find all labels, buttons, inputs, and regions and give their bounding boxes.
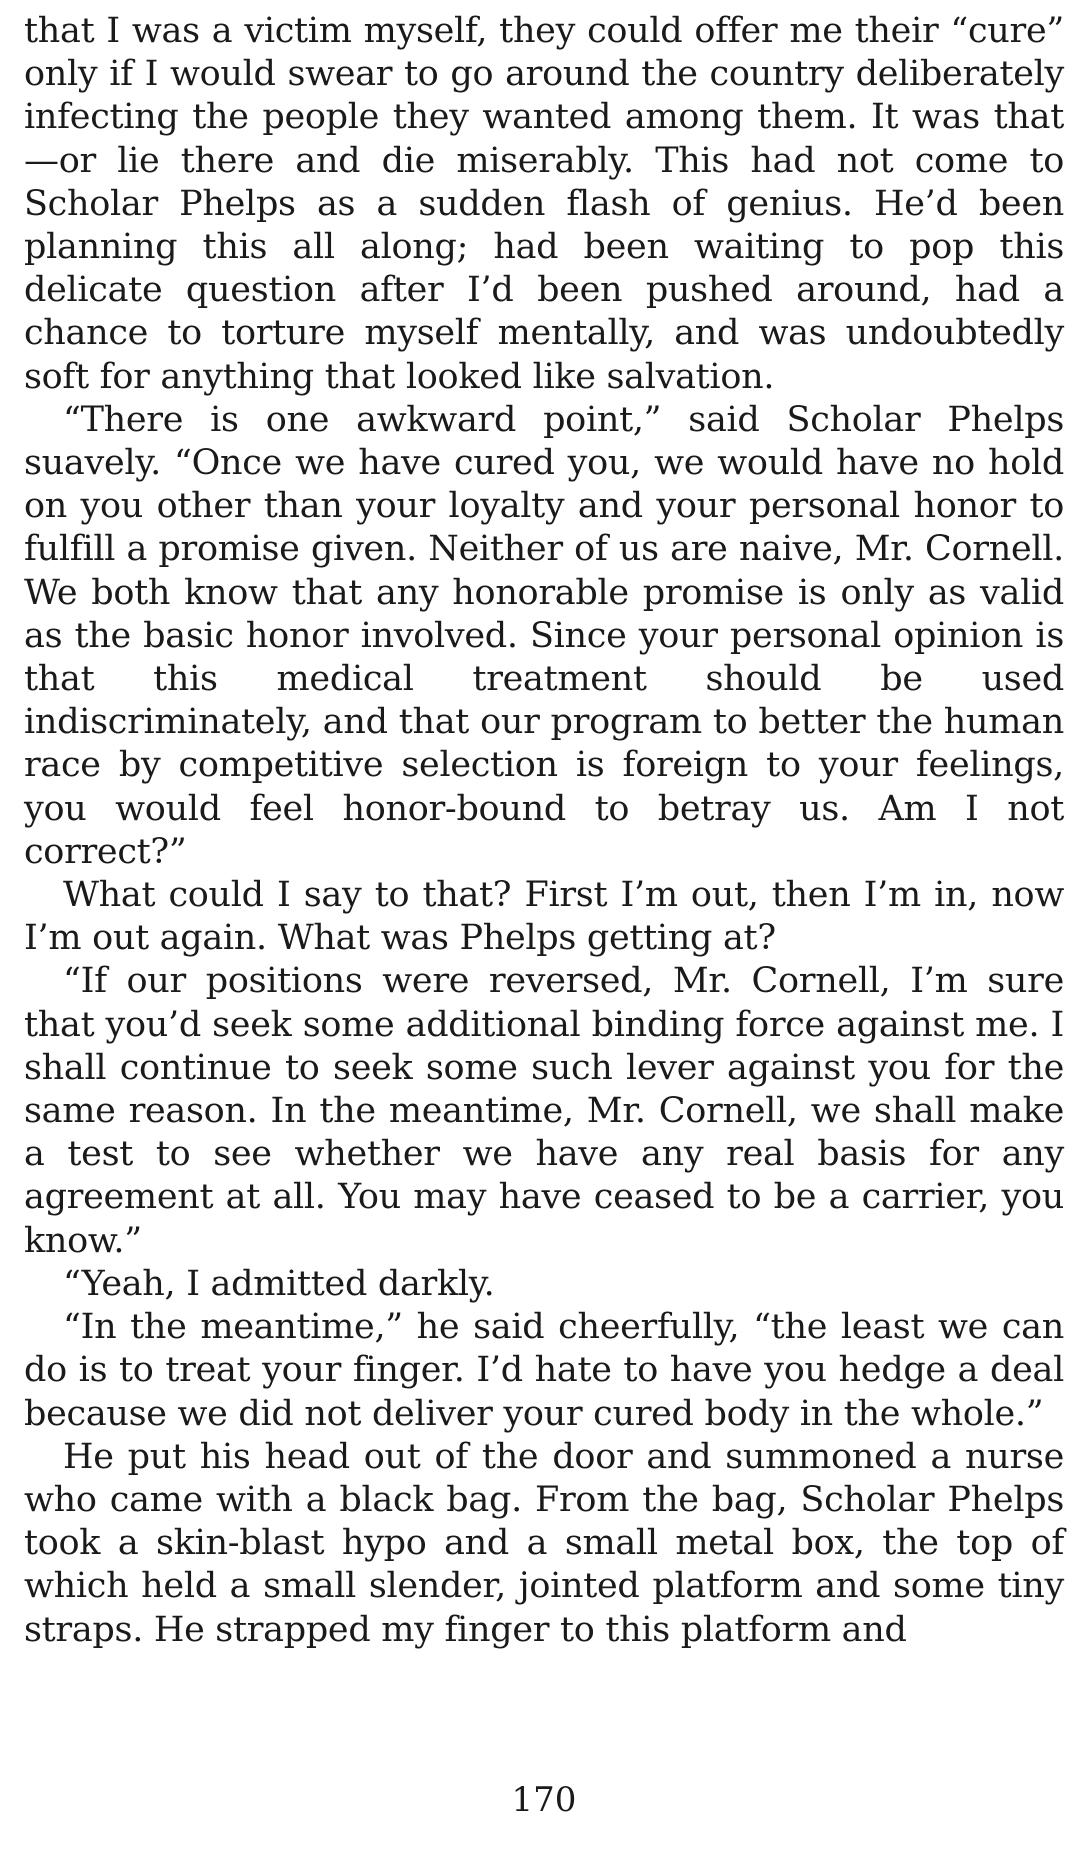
paragraph: “In the meantime,” he said cheerfully, “the least we can do is to treat your finger. I’d hate to have you hedge a deal because we did not deliver your cured body in the whole.” [24, 1307, 1064, 1434]
paragraph: “There is one awkward point,” said Scholar Phelps suavely. “Once we have cured you, we would have no hold on you other than your loyalty and your personal honor to fulfill a promise given. Neither of us are naive, Mr. Cornell. We both know that any honorable promise is only as valid as the basic honor involved. Since your personal opinion is that this medical treatment should be used indiscriminately, and that our program to better the human race by competitive selection is foreign to your feelings, you would feel honor-bound to betray us. Am I not correct?” [24, 399, 1064, 872]
body-text [24, 10, 1064, 1652]
paragraph: What could I say to that? First I’m out, then I’m in, now I’m out again. What was Phelps getting at? [24, 875, 1064, 959]
paragraph: He put his head out of the door and summoned a nurse who came with a black bag. From the bag, Scholar Phelps took a skin-blast hypo and a small metal box, the top of which held a small slender, jointed platform and some tiny straps. He strapped my finger to this platform and [24, 1436, 1064, 1650]
book-page [24, 10, 1064, 1835]
paragraph: “If our positions were reversed, Mr. Cornell, I’m sure that you’d seek some additional binding force against me. I shall continue to seek some such lever against you for the same reason. In the meantime, Mr. Cornell, we shall make a test to see whether we have any real basis for any agreement at all. You may have ceased to be a carrier, you know.” [24, 961, 1064, 1261]
paragraph: “Yeah, I admitted darkly. [63, 1263, 495, 1304]
page-number: 170 [511, 1780, 577, 1820]
paragraph-continued: that I was a victim myself, they could offer me their “cure” only if I would swear to go around the country deliberately infecting the people they wanted among them. It was that—or lie there and die miserably. This had not come to Scholar Phelps as a sudden flash of genius. He’d been planning this all along; had been waiting to pop this delicate question after I’d been pushed around, had a chance to torture myself mentally, and was undoubtedly soft for anything that looked like salvation. [24, 11, 1064, 397]
